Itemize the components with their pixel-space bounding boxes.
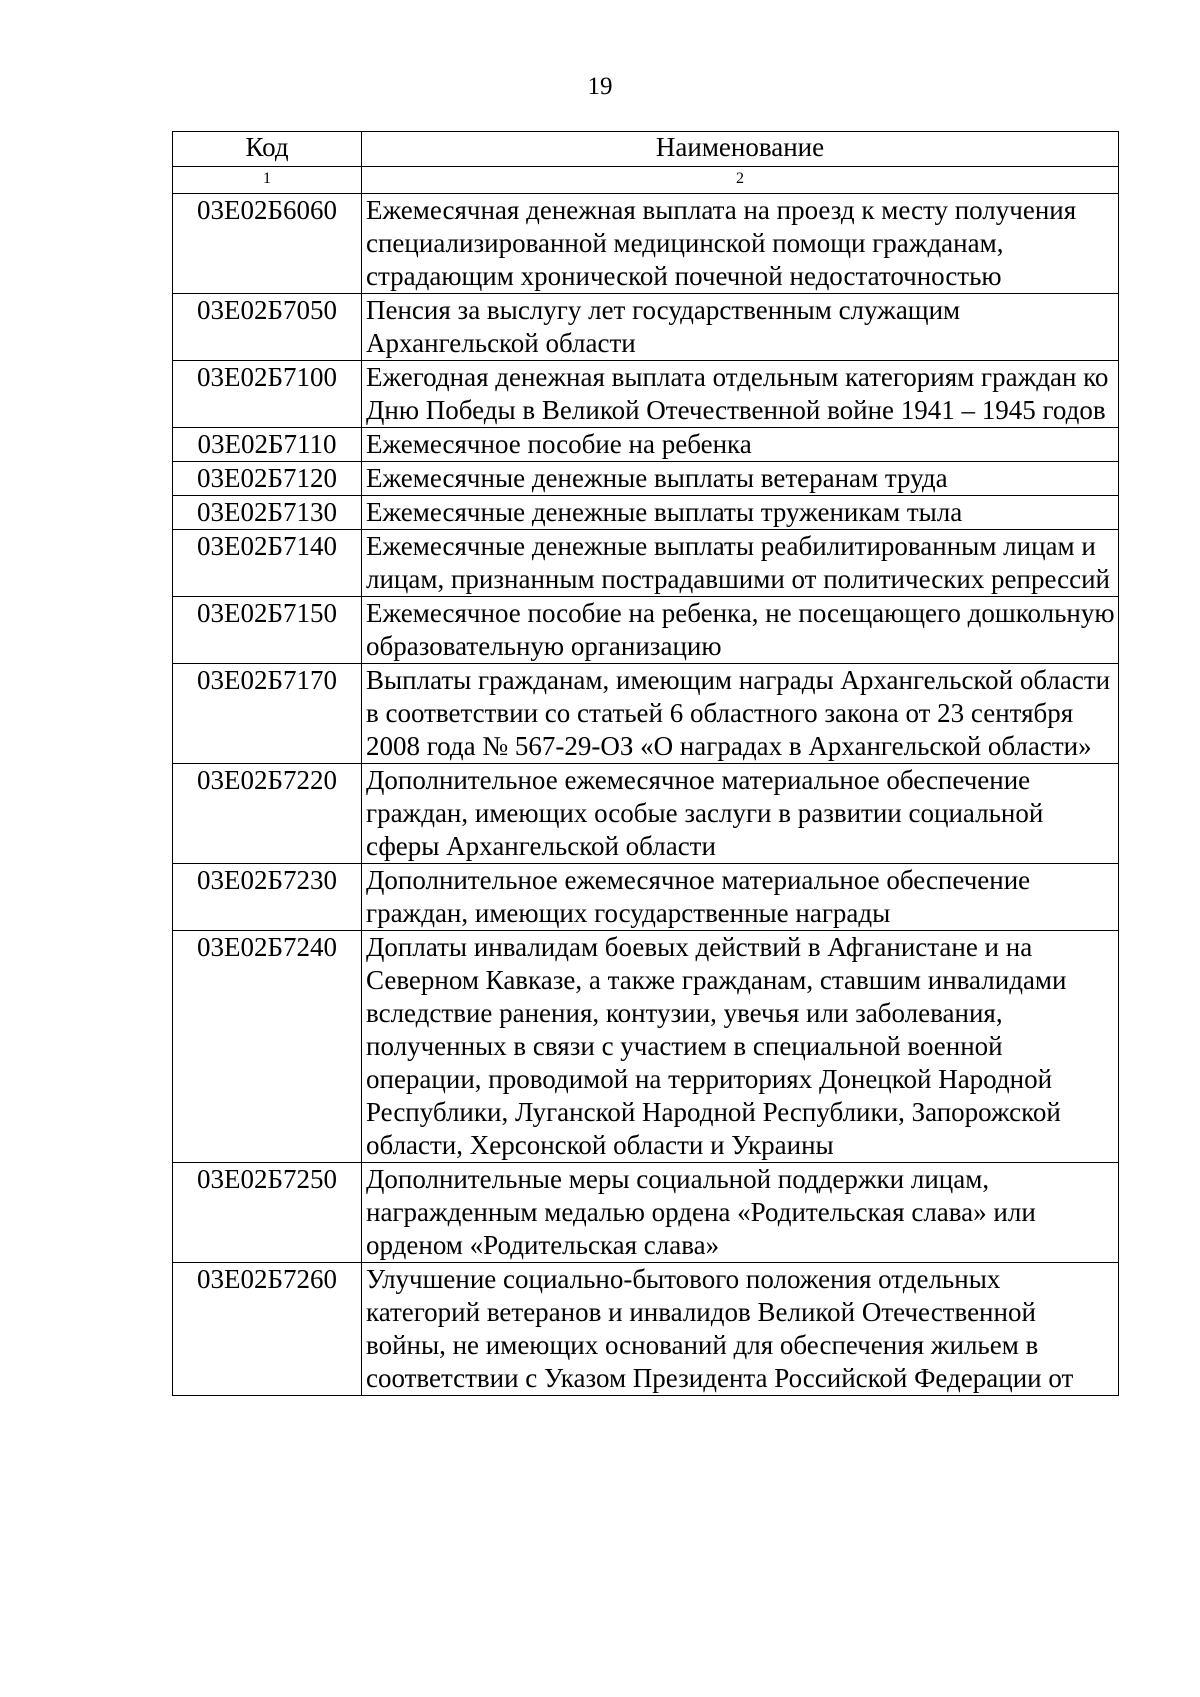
row-code: 03Е02Б6060 — [173, 194, 362, 294]
column-number-code: 1 — [173, 167, 362, 194]
table-row — [173, 361, 1119, 428]
row-name: Улучшение социально-бытового положения отдельных категорий ветеранов и инвалидов Великой Отечественной войны, не имеющих оснований для обеспечения жильем в соответствии с Указом Президента Российской Федерации от — [362, 1263, 1119, 1396]
table-row — [173, 597, 1119, 664]
table-header-row — [173, 132, 1119, 167]
row-code: 03Е02Б7220 — [173, 764, 362, 864]
column-number-name: 2 — [362, 167, 1119, 194]
row-code: 03Е02Б7050 — [173, 294, 362, 361]
table-row — [173, 530, 1119, 597]
row-code: 03Е02Б7260 — [173, 1263, 362, 1396]
row-code: 03Е02Б7110 — [173, 428, 362, 462]
row-code: 03Е02Б7250 — [173, 1163, 362, 1263]
row-name: Пенсия за выслугу лет государственным служащим Архангельской области — [362, 294, 1119, 361]
row-code: 03Е02Б7170 — [173, 664, 362, 764]
table-row — [173, 428, 1119, 462]
column-number-row — [173, 167, 1119, 194]
row-name: Ежемесячные денежные выплаты ветеранам труда — [362, 462, 1119, 496]
row-code: 03Е02Б7120 — [173, 462, 362, 496]
row-name: Ежемесячное пособие на ребенка, не посещающего дошкольную образовательную организацию — [362, 597, 1119, 664]
header-code: Код — [173, 132, 362, 167]
table-row — [173, 496, 1119, 530]
table-row — [173, 931, 1119, 1163]
table-row — [173, 462, 1119, 496]
row-code: 03Е02Б7130 — [173, 496, 362, 530]
table-row — [173, 294, 1119, 361]
row-name: Выплаты гражданам, имеющим награды Архангельской области в соответствии со статьей 6 областного закона от 23 сентября 2008 года № 567-29-ОЗ «О наградах в Архангельской области» — [362, 664, 1119, 764]
table-row — [173, 864, 1119, 931]
table-row — [173, 664, 1119, 764]
table-row — [173, 1263, 1119, 1396]
row-name: Ежемесячная денежная выплата на проезд к месту получения специализированной медицинской помощи гражданам, страдающим хронической почечной недостаточностью — [362, 194, 1119, 294]
header-name: Наименование — [362, 132, 1119, 167]
row-name: Ежемесячные денежные выплаты труженикам тыла — [362, 496, 1119, 530]
budget-codes-table — [172, 131, 1119, 1396]
row-code: 03Е02Б7240 — [173, 931, 362, 1163]
row-name: Дополнительные меры социальной поддержки лицам, награжденным медалью ордена «Родительская слава» или орденом «Родительская слава» — [362, 1163, 1119, 1263]
table-row — [173, 1163, 1119, 1263]
row-code: 03Е02Б7100 — [173, 361, 362, 428]
row-name: Доплаты инвалидам боевых действий в Афганистане и на Северном Кавказе, а также гражданам, ставшим инвалидами вследствие ранения, контузии, увечья или заболевания, полученных в связи с участием в специальной военной операции, проводимой на территориях Донецкой Народной Республики, Луганской Народной Республики, Запорожской области, Херсонской области и Украины — [362, 931, 1119, 1163]
row-code: 03Е02Б7150 — [173, 597, 362, 664]
row-name: Ежемесячные денежные выплаты реабилитированным лицам и лицам, признанным пострадавшими от политических репрессий — [362, 530, 1119, 597]
row-name: Дополнительное ежемесячное материальное обеспечение граждан, имеющих государственные награды — [362, 864, 1119, 931]
row-code: 03Е02Б7230 — [173, 864, 362, 931]
row-code: 03Е02Б7140 — [173, 530, 362, 597]
table-row — [173, 194, 1119, 294]
row-name: Ежемесячное пособие на ребенка — [362, 428, 1119, 462]
row-name: Дополнительное ежемесячное материальное обеспечение граждан, имеющих особые заслуги в развитии социальной сферы Архангельской области — [362, 764, 1119, 864]
table-row — [173, 764, 1119, 864]
row-name: Ежегодная денежная выплата отдельным категориям граждан ко Дню Победы в Великой Отечественной войне 1941 – 1945 годов — [362, 361, 1119, 428]
page-number: 19 — [587, 73, 613, 100]
